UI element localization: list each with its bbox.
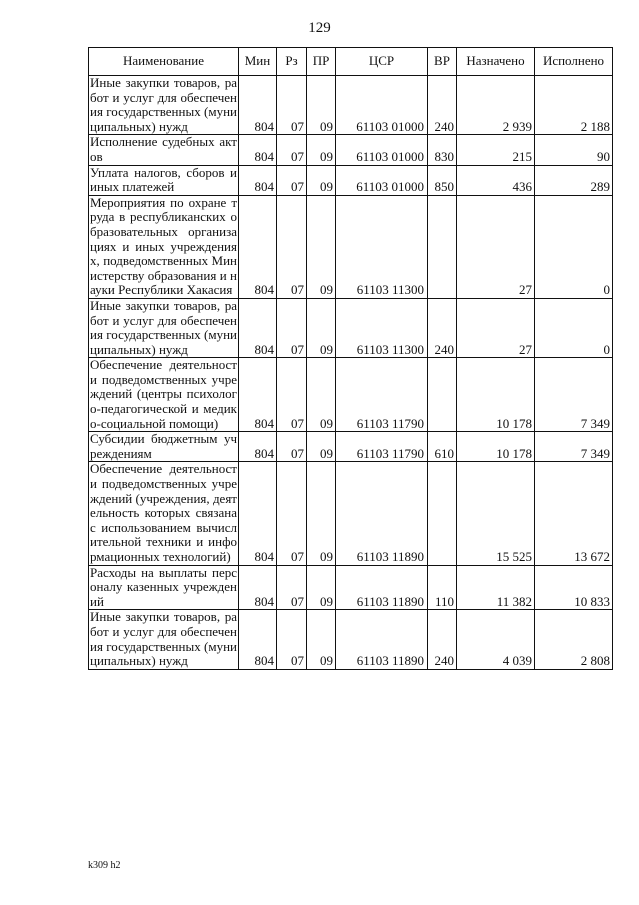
header-min: Мин — [239, 48, 277, 76]
cell-vr: 110 — [428, 565, 457, 610]
table-row — [89, 195, 613, 298]
cell-vr: 610 — [428, 432, 457, 462]
cell-rz: 07 — [277, 76, 307, 135]
budget-table — [88, 47, 613, 670]
header-name: Наименование — [89, 48, 239, 76]
cell-name: Мероприятия по охране труда в республиканских образовательных организациях и иных учреждениях, подведомственных Министерству образования и науки Республики Хакасия — [90, 194, 237, 298]
cell-name: Расходы на выплаты персоналу казенных учреждений — [90, 564, 237, 609]
cell-pr: 09 — [307, 565, 336, 610]
cell-rz: 07 — [277, 135, 307, 165]
cell-pr: 09 — [307, 195, 336, 298]
cell-vr — [428, 195, 457, 298]
cell-name: Иные закупки товаров, работ и услуг для обеспечения государственных (муниципальных) нужд — [90, 609, 237, 669]
table-row — [89, 462, 613, 565]
cell-pr: 09 — [307, 358, 336, 432]
cell-rz: 07 — [277, 165, 307, 195]
table-row — [89, 135, 613, 165]
cell-csr: 61103 11790 — [336, 358, 428, 432]
cell-min: 804 — [239, 610, 277, 669]
table-row — [89, 358, 613, 432]
cell-executed: 90 — [535, 135, 613, 165]
cell-pr: 09 — [307, 610, 336, 669]
header-vr: ВР — [428, 48, 457, 76]
cell-min: 804 — [239, 462, 277, 565]
cell-assigned: 27 — [457, 298, 535, 357]
cell-assigned: 15 525 — [457, 462, 535, 565]
cell-csr: 61103 01000 — [336, 76, 428, 135]
cell-csr: 61103 11890 — [336, 610, 428, 669]
table-body — [89, 76, 613, 670]
table-row — [89, 565, 613, 610]
header-csr: ЦСР — [336, 48, 428, 76]
cell-csr: 61103 01000 — [336, 135, 428, 165]
cell-vr: 240 — [428, 298, 457, 357]
cell-csr: 61103 11890 — [336, 462, 428, 565]
cell-min: 804 — [239, 76, 277, 135]
header-assigned: Назначено — [457, 48, 535, 76]
cell-name: Иные закупки товаров, работ и услуг для обеспечения государственных (муниципальных) нужд — [90, 75, 237, 134]
cell-rz: 07 — [277, 565, 307, 610]
cell-min: 804 — [239, 195, 277, 298]
page-number: 129 — [308, 20, 331, 36]
table-row — [89, 76, 613, 135]
cell-csr: 61103 11890 — [336, 565, 428, 610]
cell-assigned: 215 — [457, 135, 535, 165]
cell-executed: 289 — [535, 165, 613, 195]
cell-assigned: 436 — [457, 165, 535, 195]
cell-name: Иные закупки товаров, работ и услуг для обеспечения государственных (муниципальных) нужд — [90, 297, 237, 357]
cell-rz: 07 — [277, 462, 307, 565]
cell-rz: 07 — [277, 195, 307, 298]
cell-csr: 61103 01000 — [336, 165, 428, 195]
cell-assigned: 4 039 — [457, 610, 535, 669]
table-header-row — [89, 48, 613, 76]
cell-executed: 7 349 — [535, 358, 613, 432]
cell-min: 804 — [239, 432, 277, 462]
header-rz: Рз — [277, 48, 307, 76]
cell-rz: 07 — [277, 298, 307, 357]
cell-vr — [428, 358, 457, 432]
cell-rz: 07 — [277, 610, 307, 669]
cell-executed: 0 — [535, 195, 613, 298]
cell-vr — [428, 462, 457, 565]
cell-vr: 240 — [428, 610, 457, 669]
cell-vr: 830 — [428, 135, 457, 165]
cell-min: 804 — [239, 358, 277, 432]
cell-pr: 09 — [307, 76, 336, 135]
cell-pr: 09 — [307, 298, 336, 357]
cell-executed: 10 833 — [535, 565, 613, 610]
table-row — [89, 432, 613, 462]
cell-vr: 850 — [428, 165, 457, 195]
cell-csr: 61103 11300 — [336, 298, 428, 357]
header-pr: ПР — [307, 48, 336, 76]
cell-rz: 07 — [277, 358, 307, 432]
cell-executed: 0 — [535, 298, 613, 357]
footer-code: k309 h2 — [88, 860, 121, 871]
cell-name: Обеспечение деятельности подведомственных учреждений (центры психолого-педагогической и медико-социальной помощи) — [90, 357, 237, 431]
cell-vr: 240 — [428, 76, 457, 135]
cell-assigned: 10 178 — [457, 432, 535, 462]
cell-assigned: 27 — [457, 195, 535, 298]
cell-min: 804 — [239, 165, 277, 195]
cell-name: Исполнение судебных актов — [90, 134, 237, 164]
cell-assigned: 10 178 — [457, 358, 535, 432]
cell-pr: 09 — [307, 432, 336, 462]
cell-csr: 61103 11790 — [336, 432, 428, 462]
cell-executed: 7 349 — [535, 432, 613, 462]
cell-name: Уплата налогов, сборов и иных платежей — [90, 164, 237, 195]
table-row — [89, 165, 613, 195]
cell-pr: 09 — [307, 462, 336, 565]
cell-assigned: 11 382 — [457, 565, 535, 610]
cell-executed: 2 808 — [535, 610, 613, 669]
cell-executed: 2 188 — [535, 76, 613, 135]
cell-rz: 07 — [277, 432, 307, 462]
cell-csr: 61103 11300 — [336, 195, 428, 298]
cell-min: 804 — [239, 565, 277, 610]
cell-name: Обеспечение деятельности подведомственных учреждений (учреждения, деятельность которых связана с использованием вычислительной техники и информационных технологий) — [90, 461, 237, 564]
cell-executed: 13 672 — [535, 462, 613, 565]
cell-assigned: 2 939 — [457, 76, 535, 135]
table-row — [89, 298, 613, 357]
cell-name: Субсидии бюджетным учреждениям — [90, 431, 237, 461]
cell-min: 804 — [239, 135, 277, 165]
cell-min: 804 — [239, 298, 277, 357]
table-row — [89, 610, 613, 669]
header-executed: Исполнено — [535, 48, 613, 76]
cell-pr: 09 — [307, 165, 336, 195]
cell-pr: 09 — [307, 135, 336, 165]
